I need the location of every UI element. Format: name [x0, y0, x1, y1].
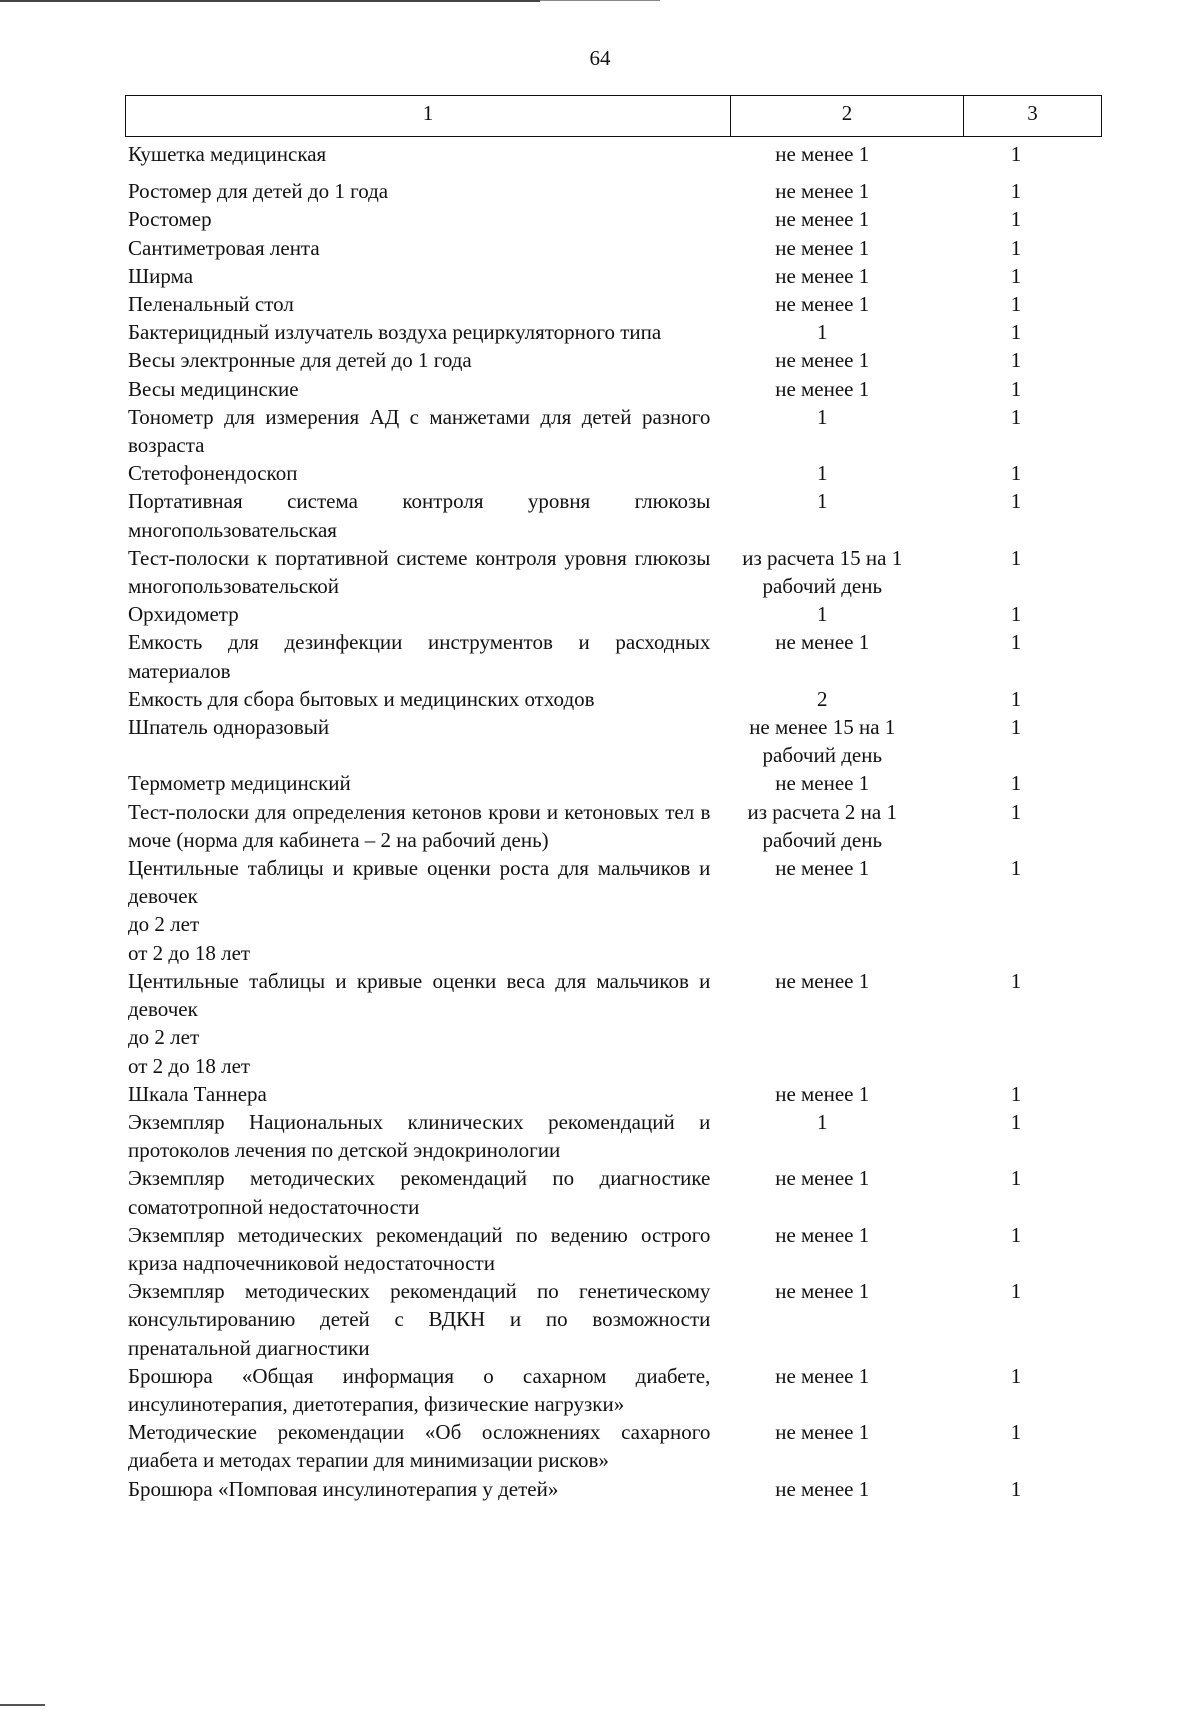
equipment-quantity: не менее 1 — [775, 1081, 870, 1106]
equipment-name: Пеленальный стол — [128, 292, 294, 317]
table-row — [128, 262, 1098, 290]
equipment-quantity: не менее 1 — [775, 1420, 870, 1445]
table-row — [128, 798, 1098, 854]
column-header-3: 3 — [1027, 101, 1038, 125]
table-row — [128, 1277, 1098, 1362]
equipment-quantity: не менее 1 — [775, 968, 870, 993]
equipment-name: Портативная система контроля уровня глюкозы многопользовательская — [128, 489, 711, 542]
table-row — [128, 487, 1098, 543]
equipment-name: Тест-полоски для определения кетонов крови и кетоновых тел в моче (норма для кабинета – 2 на рабочий день) — [128, 799, 711, 852]
age-range-label: до 2 лет — [128, 1025, 200, 1050]
equipment-quantity: не менее 1 — [775, 1166, 870, 1191]
column-header-2: 2 — [731, 96, 964, 136]
equipment-quantity: 1 — [816, 489, 828, 514]
equipment-name: Брошюра «Помповая инсулинотерапия у детей» — [128, 1476, 559, 1501]
table-header — [125, 95, 1102, 137]
equipment-count: 1 — [1010, 461, 1022, 486]
table-row — [128, 1418, 1098, 1474]
column-header-1: 1 — [126, 96, 731, 136]
equipment-count: 1 — [1010, 1363, 1022, 1388]
equipment-count: 1 — [1010, 1222, 1022, 1247]
equipment-quantity: не менее 1 — [775, 856, 870, 881]
equipment-name: Бактерицидный излучатель воздуха рециркуляторного типа — [128, 320, 662, 345]
table-row — [128, 1362, 1098, 1418]
equipment-count: 1 — [1010, 630, 1022, 655]
equipment-count: 1 — [1010, 545, 1022, 570]
equipment-name: Брошюра «Общая информация о сахарном диабете, инсулинотерапия, диетотерапия, физические нагрузки» — [128, 1363, 711, 1416]
equipment-name: Весы электронные для детей до 1 года — [128, 348, 472, 373]
equipment-count: 1 — [1010, 235, 1022, 260]
equipment-quantity: 2 — [816, 686, 828, 711]
equipment-name: Экземпляр методических рекомендаций по диагностике соматотропной недостаточности — [128, 1166, 711, 1219]
table-row — [128, 1108, 1098, 1164]
equipment-name: Шкала Таннера — [128, 1081, 267, 1106]
page-number: 64 — [589, 46, 611, 70]
equipment-quantity: 1 — [816, 320, 828, 345]
table-row — [128, 544, 1098, 600]
equipment-count: 1 — [1010, 1081, 1022, 1106]
equipment-quantity: не менее 1 — [775, 348, 870, 373]
equipment-quantity: не менее 1 — [775, 1363, 870, 1388]
equipment-quantity: из расчета 15 на 1 рабочий день — [742, 545, 903, 599]
equipment-quantity: не менее 1 — [775, 179, 870, 204]
equipment-table-body — [128, 140, 1098, 1503]
equipment-quantity: не менее 1 — [775, 771, 870, 796]
equipment-count: 1 — [1010, 292, 1022, 317]
equipment-quantity: не менее 1 — [775, 1476, 870, 1501]
equipment-quantity: не менее 1 — [775, 630, 870, 655]
equipment-count: 1 — [1010, 1476, 1022, 1501]
age-range-label: от 2 до 18 лет — [128, 940, 251, 965]
table-row — [128, 177, 1098, 205]
equipment-name: Ростомер для детей до 1 года — [128, 179, 389, 204]
equipment-name: Тест-полоски к портативной системе контроля уровня глюкозы многопользовательской — [128, 545, 711, 599]
equipment-quantity: 1 — [816, 461, 828, 486]
table-row — [128, 375, 1098, 403]
equipment-name: Сантиметровая лента — [128, 235, 320, 260]
table-row — [128, 769, 1098, 797]
equipment-name-block — [128, 854, 710, 967]
table-row — [128, 140, 1098, 168]
equipment-quantity: не менее 1 — [775, 1222, 870, 1247]
equipment-quantity: 1 — [816, 602, 828, 627]
equipment-name: Методические рекомендации «Об осложнениях сахарного диабета и методах терапии для минимизации рисков» — [128, 1420, 711, 1473]
equipment-name: Емкость для дезинфекции инструментов и расходных материалов — [128, 630, 711, 683]
equipment-count: 1 — [1010, 376, 1022, 401]
equipment-quantity: не менее 1 — [775, 207, 870, 232]
table-row — [128, 1080, 1098, 1108]
equipment-count: 1 — [1010, 799, 1022, 824]
equipment-count: 1 — [1010, 1279, 1022, 1304]
table-row — [128, 1475, 1098, 1503]
age-range-label: до 2 лет — [128, 912, 200, 937]
equipment-name: Шпатель одноразовый — [128, 715, 330, 740]
table-row — [128, 346, 1098, 374]
equipment-count: 1 — [1010, 715, 1022, 740]
equipment-count: 1 — [1010, 771, 1022, 796]
equipment-name: Термометр медицинский — [128, 771, 351, 796]
equipment-name: Кушетка медицинская — [128, 142, 327, 166]
equipment-count: 1 — [1010, 856, 1022, 881]
equipment-count: 1 — [1010, 1109, 1022, 1134]
equipment-quantity: не менее 1 — [775, 235, 870, 260]
table-row — [128, 1221, 1098, 1277]
equipment-quantity: не менее 1 — [775, 142, 870, 166]
equipment-count: 1 — [1010, 320, 1022, 345]
equipment-name: Весы медицинские — [128, 376, 299, 401]
table-row — [128, 600, 1098, 628]
equipment-count: 1 — [1010, 602, 1022, 627]
scan-edge-line-top — [0, 0, 540, 2]
equipment-count: 1 — [1010, 968, 1022, 993]
equipment-name: Тонометр для измерения АД с манжетами для детей разного возраста — [128, 404, 711, 458]
table-row — [128, 318, 1098, 346]
equipment-quantity: 1 — [816, 404, 828, 429]
scan-edge-line-bottom — [0, 1704, 45, 1706]
equipment-quantity: не менее 15 на 1 рабочий день — [749, 715, 896, 768]
equipment-count: 1 — [1010, 207, 1022, 232]
equipment-name: Стетофонендоскоп — [128, 461, 298, 486]
equipment-count: 1 — [1010, 686, 1022, 711]
equipment-quantity: не менее 1 — [775, 292, 870, 317]
equipment-quantity: из расчета 2 на 1 рабочий день — [747, 799, 897, 852]
equipment-count: 1 — [1010, 489, 1022, 514]
table-row — [128, 854, 1098, 967]
equipment-quantity: не менее 1 — [775, 1279, 870, 1304]
equipment-count: 1 — [1010, 263, 1022, 288]
equipment-name: Ростомер — [128, 207, 212, 232]
equipment-name: Центильные таблицы и кривые оценки веса для мальчиков и девочек — [128, 968, 711, 1022]
table-row — [128, 685, 1098, 713]
equipment-name: Центильные таблицы и кривые оценки роста для мальчиков и девочек — [128, 856, 711, 909]
equipment-name: Экземпляр методических рекомендаций по ведению острого криза надпочечниковой недостаточности — [128, 1222, 711, 1275]
equipment-quantity: не менее 1 — [775, 263, 870, 288]
table-row — [128, 1164, 1098, 1220]
equipment-count: 1 — [1010, 1166, 1022, 1191]
equipment-count: 1 — [1010, 142, 1022, 166]
table-row — [128, 628, 1098, 684]
equipment-name: Экземпляр методических рекомендаций по генетическому консультированию детей с ВДКН и по возможности пренатальной диагностики — [128, 1279, 711, 1360]
equipment-count: 1 — [1010, 179, 1022, 204]
table-row — [128, 403, 1098, 459]
table-row — [128, 967, 1098, 1080]
table-row — [128, 459, 1098, 487]
table-row — [128, 205, 1098, 233]
equipment-quantity: 1 — [816, 1109, 828, 1134]
scan-edge-line-top-faint — [540, 0, 660, 1]
equipment-count: 1 — [1010, 404, 1022, 429]
equipment-quantity: не менее 1 — [775, 376, 870, 401]
table-row — [128, 713, 1098, 769]
table-row — [128, 234, 1098, 262]
table-row — [128, 290, 1098, 318]
age-range-label: от 2 до 18 лет — [128, 1053, 251, 1078]
equipment-name: Ширма — [128, 263, 194, 288]
equipment-name-block — [128, 967, 710, 1080]
equipment-name: Орхидометр — [128, 602, 239, 627]
equipment-name: Емкость для сбора бытовых и медицинских отходов — [128, 686, 595, 711]
equipment-name: Экземпляр Национальных клинических рекомендаций и протоколов лечения по детской эндокринологии — [128, 1109, 711, 1163]
equipment-count: 1 — [1010, 1420, 1022, 1445]
equipment-count: 1 — [1010, 348, 1022, 373]
